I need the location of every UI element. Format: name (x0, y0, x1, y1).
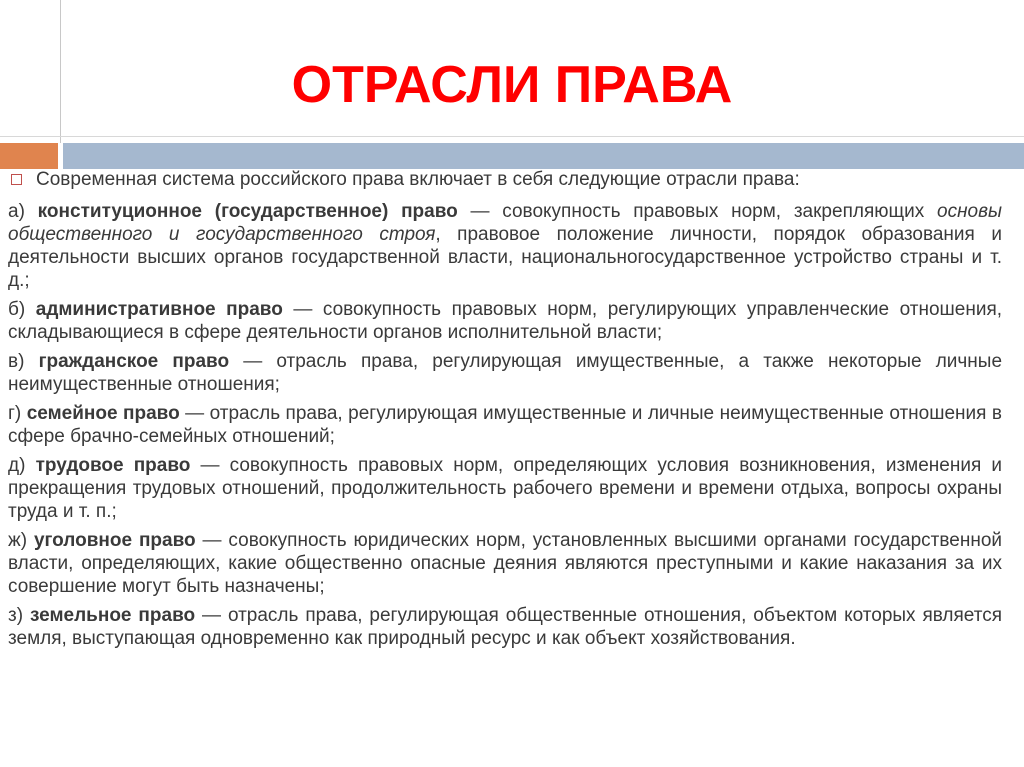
list-item (8, 454, 1002, 523)
item-letter: ж) (8, 530, 28, 551)
item-letter: з) (8, 605, 24, 626)
item-term: уголовное право (33, 530, 196, 551)
item-term: конституционное (государственное) право (37, 201, 458, 222)
list-item (8, 350, 1002, 396)
law-branches-list (8, 200, 1002, 650)
item-text: — отрасль права, регулирующая имущественные и личные неимущественные отношения в сфере брачно-семейных отношений; (8, 403, 1002, 447)
item-text: — совокупность правовых норм, регулирующих управленческие отношения, складывающиеся в сфере деятельности органов исполнительной власти; (8, 299, 1003, 343)
item-term: земельное право (29, 605, 196, 626)
accent-bar-blue (63, 143, 1024, 169)
decorative-horizontal-line (0, 136, 1024, 137)
item-term: административное право (35, 299, 283, 320)
list-item (8, 200, 1002, 292)
item-text: — совокупность правовых норм, определяющих условия возникновения, изменения и прекращения трудовых отношений, продолжительность рабочего времени и времени отдыха, вопросы охраны труда и т. п.; (8, 455, 1003, 522)
item-letter: в) (8, 351, 25, 372)
item-text-after: , правовое положение личности, порядок образования и деятельности высших органов государственной власти, национальногосударственное устройство страны и т. д.; (8, 224, 1003, 291)
item-letter: б) (8, 299, 26, 320)
item-text: — совокупность юридических норм, установленных высшими органами государственной власти, определяющих, какие общественно опасные деяния являются преступными и какие наказания за их совершение могут быть назначены; (8, 530, 1002, 597)
list-item (8, 402, 1002, 448)
item-text: — отрасль права, регулирующая имущественные, а также некоторые личные неимущественные отношения; (8, 351, 1003, 395)
item-letter: г) (8, 403, 22, 424)
item-letter: а) (8, 201, 25, 222)
item-italic: основы общественного и государственного строя (8, 201, 1002, 245)
item-term: трудовое право (35, 455, 191, 476)
intro-line (8, 168, 1002, 191)
accent-bar-orange (0, 143, 58, 169)
square-bullet-icon (11, 174, 22, 185)
item-letter: д) (8, 455, 26, 476)
slide-content (8, 168, 1002, 656)
list-item (8, 604, 1002, 650)
intro-text: Современная система российского права включает в себя следующие отрасли права: (36, 169, 800, 190)
item-text: — отрасль права, регулирующая общественные отношения, объектом которых является земля, выступающая одновременно как природный ресурс и как объект хозяйствования. (8, 605, 1002, 649)
list-item (8, 298, 1002, 344)
item-text: — совокупность правовых норм, закрепляющих (457, 201, 937, 222)
slide-title: ОТРАСЛИ ПРАВА (291, 55, 733, 114)
item-term: гражданское право (38, 351, 230, 372)
list-item (8, 529, 1002, 598)
item-term: семейное право (26, 403, 180, 424)
